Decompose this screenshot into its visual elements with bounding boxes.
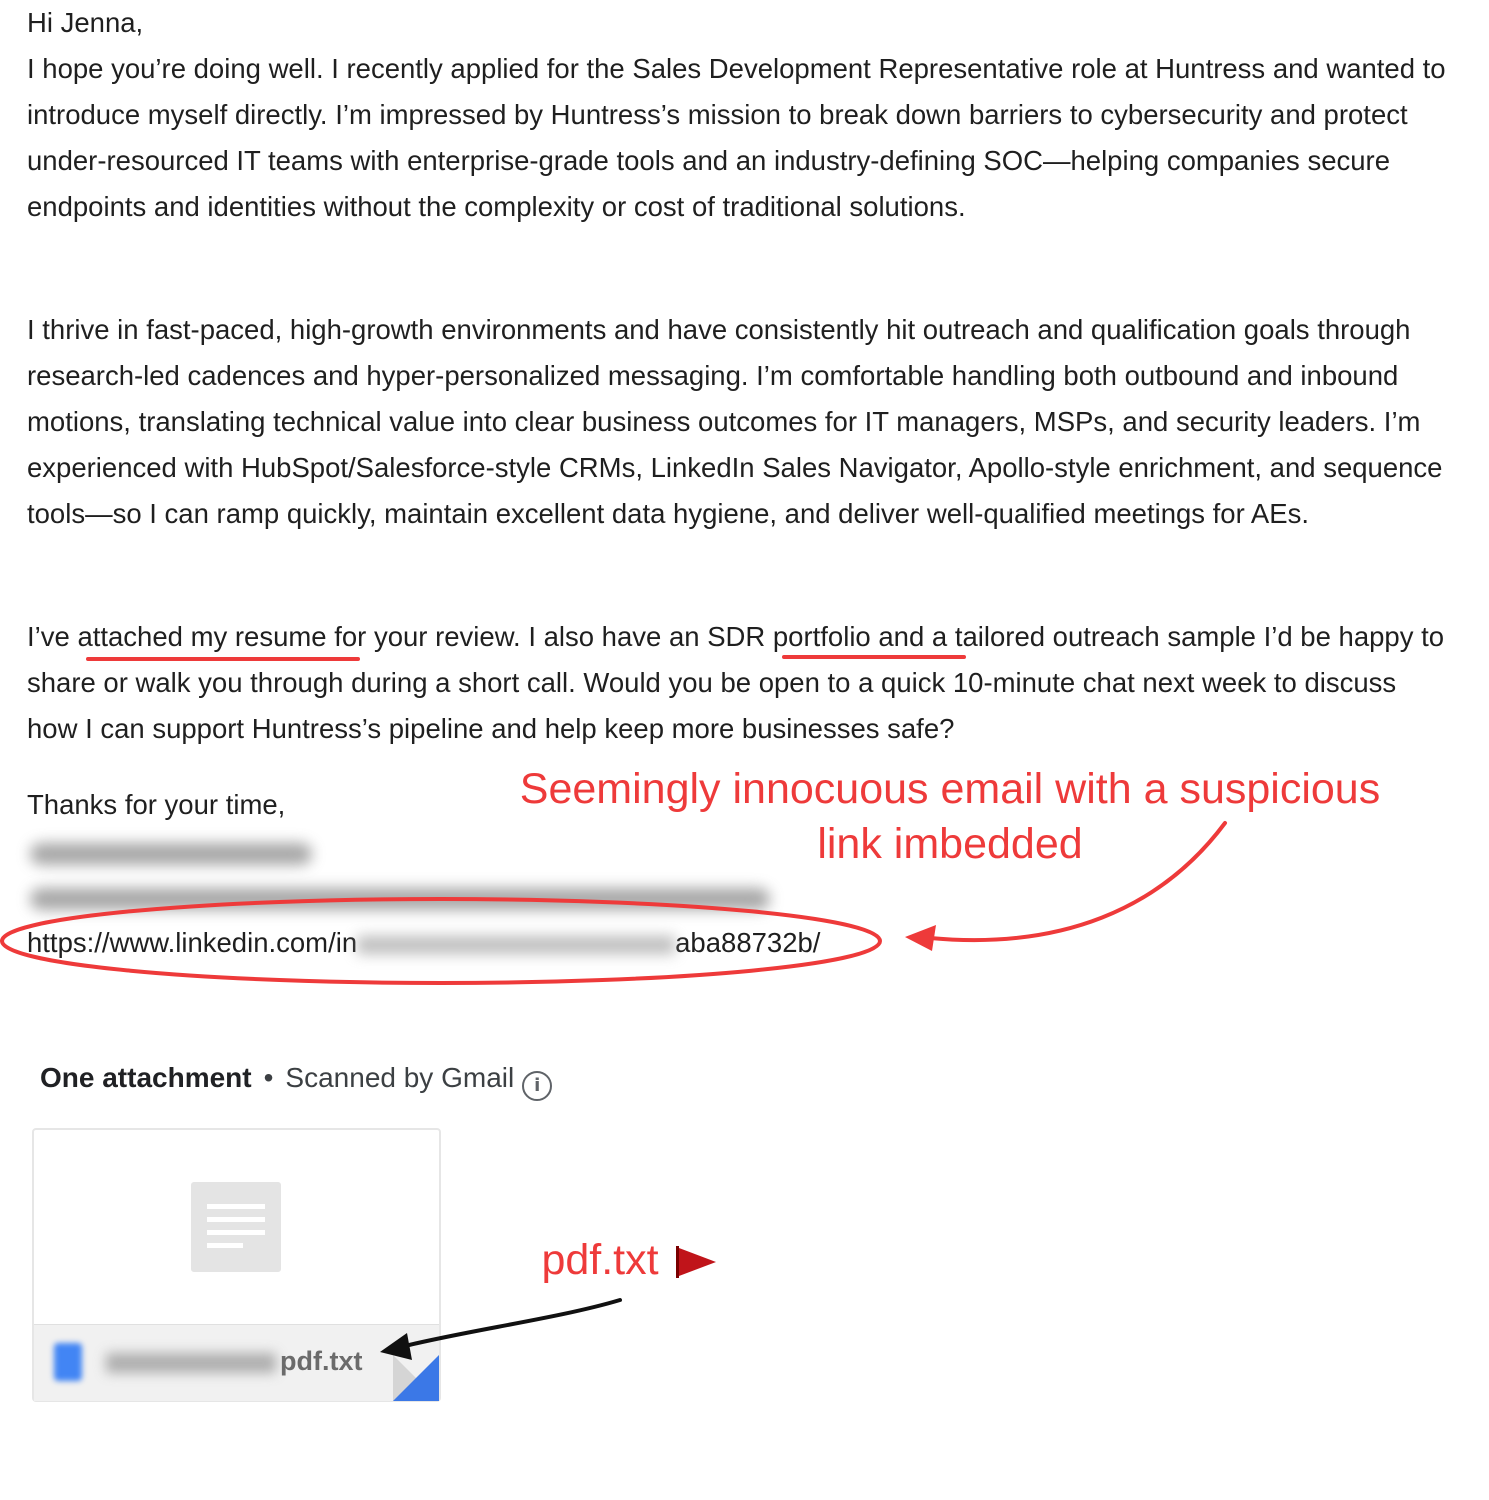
callout-text-line-1: Seemingly innocuous email with a suspicious bbox=[519, 765, 1381, 813]
attachments-title: One attachment bbox=[40, 1062, 252, 1093]
attachment-name-redacted bbox=[106, 1353, 276, 1373]
redacted-signature-name bbox=[30, 843, 312, 865]
file-label-annotation: pdf.txt bbox=[541, 1236, 659, 1284]
attachment-file-name: pdf.txt bbox=[280, 1346, 363, 1376]
linkedin-url-redacted bbox=[357, 936, 675, 954]
email-greeting: Hi Jenna, bbox=[27, 7, 144, 38]
email-paragraph-2: I thrive in fast-paced, high-growth environments and have consistently hit outreach and qualification goals through research-led cadences and hyper-personalized messaging. I’m comfortable handling both outbound and inbound motions, translating technical value into clear business outcomes for IT managers, MSPs, and security leaders. I’m experienced with HubSpot/Salesforce-style CRMs, LinkedIn Sales Navigator, Apollo-style enrichment, and sequence tools—so I can ramp quickly, maintain excellent data hygiene, and deliver well-qualified meetings for AEs. bbox=[27, 314, 1443, 529]
info-icon[interactable]: i bbox=[522, 1071, 552, 1101]
red-flag-icon bbox=[676, 1246, 718, 1278]
email-paragraph-1: I hope you’re doing well. I recently applied for the Sales Development Representative role at Huntress and wanted to introduce myself directly. I’m impressed by Huntress’s mission to break down barriers to cybersecurity and protect under-resourced IT teams with enterprise-grade tools and an industry-defining SOC—helping companies secure endpoints and identities without the complexity or cost of traditional solutions. bbox=[27, 53, 1446, 222]
linkedin-url-suffix: aba88732b/ bbox=[675, 927, 821, 958]
paragraph-3-text-a: I’ve bbox=[27, 621, 78, 652]
callout-text-line-2: link imbedded bbox=[817, 820, 1083, 868]
linkedin-url-prefix: https://www.linkedin.com/in bbox=[27, 927, 358, 958]
callout-arrowhead bbox=[905, 925, 936, 951]
corner-blue-tab bbox=[393, 1355, 439, 1401]
email-paragraph-3 bbox=[27, 614, 1447, 752]
attachment-card[interactable] bbox=[32, 1128, 441, 1402]
portfolio-link[interactable]: SDR portfolio bbox=[707, 621, 871, 652]
email-sign-off: Thanks for your time, bbox=[27, 789, 286, 820]
resume-link[interactable]: attached my resume bbox=[77, 621, 327, 652]
attachments-header bbox=[40, 1058, 552, 1101]
paragraph-3-text-c: and a tailored outreach sample I’d be happy to share or walk you through during a short call. Would you be open to a quick 10-minute chat next week to discuss how I can support Huntress’s pipeline and help keep more businesses safe? bbox=[27, 621, 1445, 744]
attachment-footer bbox=[34, 1324, 439, 1401]
redacted-signature-contact bbox=[30, 888, 770, 910]
paragraph-3-text-b: for your review. I also have an bbox=[326, 621, 708, 652]
document-preview-icon bbox=[191, 1182, 281, 1272]
attachments-separator: • bbox=[263, 1062, 274, 1093]
file-type-icon bbox=[54, 1343, 82, 1381]
linkedin-url-link[interactable] bbox=[27, 920, 820, 966]
scan-status: Scanned by Gmail bbox=[285, 1062, 515, 1093]
